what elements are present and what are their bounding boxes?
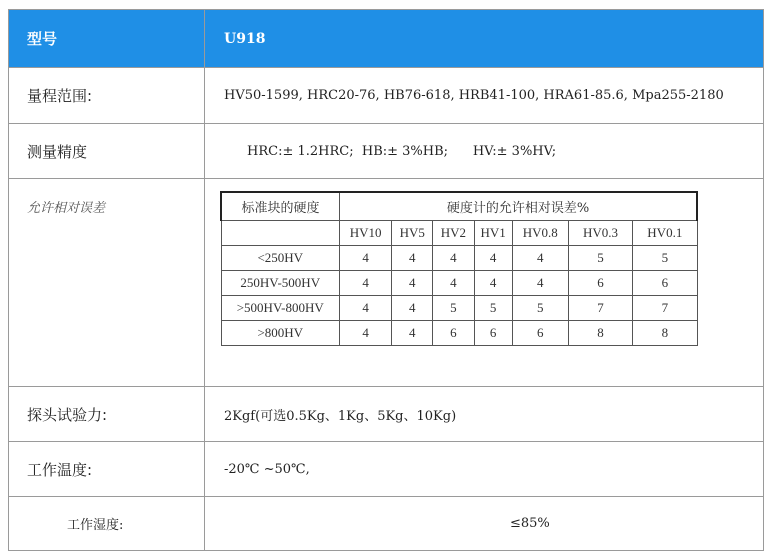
load-label: 探头试验力: [9, 387, 205, 442]
row-label: <250HV [221, 246, 339, 271]
model-value: U918 [205, 10, 764, 68]
humidity-row [9, 497, 764, 551]
sub-header: HV1 [474, 221, 512, 246]
table-cell: 4 [474, 246, 512, 271]
load-row [9, 387, 764, 442]
standard-block-header: 标准块的硬度 [221, 192, 339, 221]
row-label: >800HV [221, 321, 339, 346]
temperature-label: 工作温度: [9, 442, 205, 497]
load-value: 2Kgf(可选0.5Kg、1Kg、5Kg、10Kg) [205, 387, 764, 442]
error-table-subheader [221, 221, 697, 246]
table-cell: 6 [474, 321, 512, 346]
table-cell: 7 [633, 296, 697, 321]
table-cell: 5 [633, 246, 697, 271]
table-cell: 4 [512, 271, 568, 296]
model-label: 型号 [9, 10, 205, 68]
sub-header: HV2 [433, 221, 474, 246]
table-cell: 4 [512, 246, 568, 271]
table-cell: 4 [433, 271, 474, 296]
error-table-header [221, 192, 697, 221]
sub-header: HV0.8 [512, 221, 568, 246]
table-cell: 6 [433, 321, 474, 346]
range-label: 量程范围: [9, 68, 205, 124]
table-cell: 4 [339, 321, 391, 346]
header-row [9, 10, 764, 68]
spec-table [8, 9, 764, 551]
table-cell: 7 [568, 296, 632, 321]
empty-header-cell [221, 221, 339, 246]
table-cell: 8 [633, 321, 697, 346]
sub-header: HV5 [392, 221, 433, 246]
sub-header: HV0.1 [633, 221, 697, 246]
error-label: 允许相对误差 [9, 179, 205, 387]
table-cell: 5 [512, 296, 568, 321]
table-cell: 5 [568, 246, 632, 271]
table-cell: 4 [433, 246, 474, 271]
humidity-value: ≤85% [205, 497, 764, 551]
table-row [221, 271, 697, 296]
row-label: 250HV-500HV [221, 271, 339, 296]
humidity-label: 工作湿度: [9, 497, 205, 551]
table-cell: 8 [568, 321, 632, 346]
table-cell: 4 [339, 271, 391, 296]
table-cell: 5 [474, 296, 512, 321]
precision-row [9, 124, 764, 179]
error-cell [205, 179, 764, 387]
range-row [9, 68, 764, 124]
table-row [221, 296, 697, 321]
group-header: 硬度计的允许相对误差% [339, 192, 697, 221]
table-cell: 6 [512, 321, 568, 346]
temperature-row [9, 442, 764, 497]
precision-label: 测量精度 [9, 124, 205, 179]
table-cell: 4 [392, 321, 433, 346]
row-label: >500HV-800HV [221, 296, 339, 321]
error-table [220, 191, 698, 346]
table-cell: 6 [568, 271, 632, 296]
table-cell: 4 [339, 296, 391, 321]
table-cell: 5 [433, 296, 474, 321]
table-cell: 6 [633, 271, 697, 296]
table-cell: 4 [392, 271, 433, 296]
sub-header: HV10 [339, 221, 391, 246]
temperature-value: -20℃ ~50℃, [205, 442, 764, 497]
range-value: HV50-1599, HRC20-76, HB76-618, HRB41-100, HRA61-85.6, Mpa255-2180 [205, 68, 764, 124]
precision-value: HRC:± 1.2HRC; HB:± 3%HB; HV:± 3%HV; [205, 124, 764, 179]
table-cell: 4 [339, 246, 391, 271]
table-row [221, 246, 697, 271]
table-cell: 4 [392, 296, 433, 321]
table-row [221, 321, 697, 346]
table-cell: 4 [392, 246, 433, 271]
error-row [9, 179, 764, 387]
sub-header: HV0.3 [568, 221, 632, 246]
table-cell: 4 [474, 271, 512, 296]
